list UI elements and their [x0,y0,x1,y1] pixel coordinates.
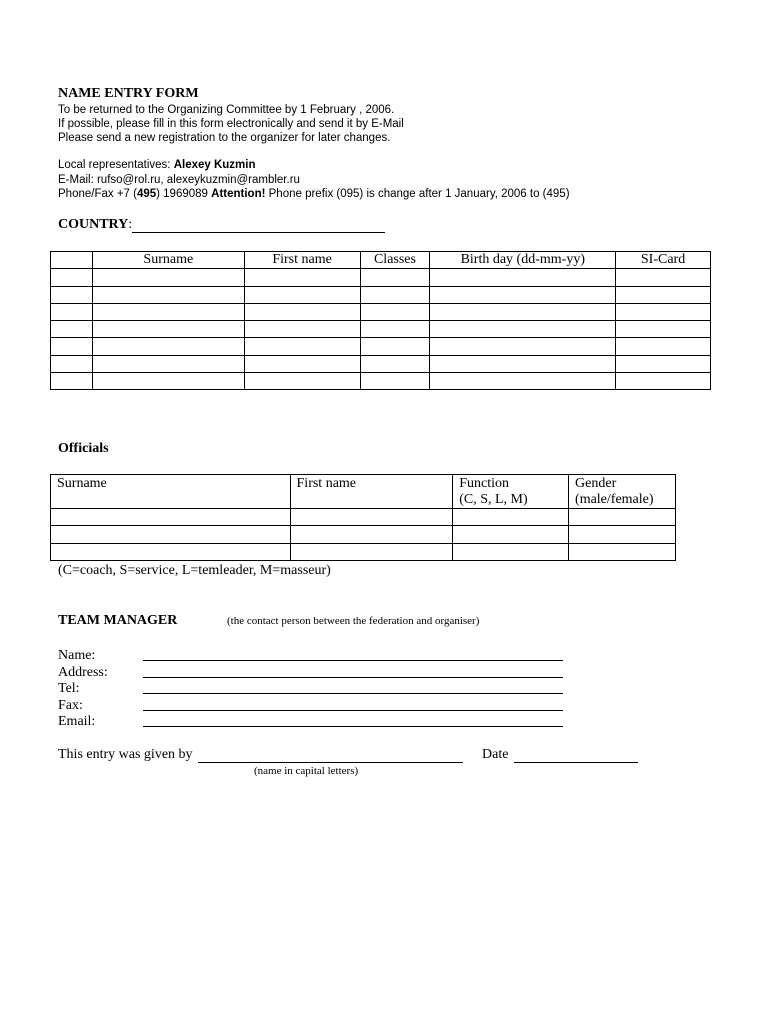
officials-table [50,474,676,561]
table-cell[interactable] [569,509,676,526]
date-label: Date [482,747,509,762]
table-cell[interactable] [92,269,244,286]
header-cell-surname: Surname [92,252,244,269]
officials-header-surname: Surname [51,475,291,509]
given-by-label: This entry was given by [58,747,193,762]
table-cell[interactable] [51,286,93,303]
function-legend: (C=coach, S=service, L=temleader, M=masseur) [58,563,331,578]
header-cell-birth-day: Birth day (dd-mm-yy) [430,252,616,269]
table-cell[interactable] [51,303,93,320]
table-cell[interactable] [290,543,453,560]
country-field [58,217,385,233]
table-cell[interactable] [430,269,616,286]
country-input-line[interactable] [132,218,385,233]
table-row [51,303,711,320]
table-cell[interactable] [430,321,616,338]
header-cell-classes: Classes [360,252,430,269]
table-cell[interactable] [51,373,93,390]
capital-letters-note: (name in capital letters) [254,765,359,777]
table-cell[interactable] [430,338,616,355]
entry-given-by [58,747,638,763]
table-cell[interactable] [244,355,360,372]
phone-line [58,187,570,202]
field-label-tel: Tel: [58,681,80,696]
function-codes: (C, S, L, M) [459,492,528,507]
intro-text [58,103,404,145]
table-row [51,543,676,560]
table-row [51,509,676,526]
table-cell[interactable] [453,543,569,560]
table-row [51,321,711,338]
table-cell[interactable] [616,321,711,338]
officials-header-row [51,475,676,509]
table-cell[interactable] [244,269,360,286]
table-cell[interactable] [616,286,711,303]
intro-line: If possible, please fill in this form electronically and send it by E-Mail [58,118,404,130]
representative-label: Local representatives: [58,159,174,171]
table-cell[interactable] [430,303,616,320]
table-cell[interactable] [360,286,430,303]
attention-label: Attention! [211,188,266,200]
table-cell[interactable] [244,286,360,303]
table-cell[interactable] [616,338,711,355]
table-cell[interactable] [616,269,711,286]
intro-line: To be returned to the Organizing Committee by 1 February , 2006. [58,104,395,116]
field-label-fax: Fax: [58,697,83,713]
table-cell[interactable] [360,355,430,372]
date-input-line[interactable] [514,748,638,763]
table-cell[interactable] [430,373,616,390]
table-cell[interactable] [244,303,360,320]
phone-code: 495 [136,188,157,200]
table-row [51,338,711,355]
address-input-line[interactable] [143,677,563,678]
table-cell[interactable] [569,526,676,543]
table-cell[interactable] [51,338,93,355]
function-label: Function [459,476,509,491]
table-cell[interactable] [616,303,711,320]
table-cell[interactable] [244,321,360,338]
table-cell[interactable] [92,373,244,390]
field-label-address: Address: [58,664,108,680]
field-label-name: Name: [58,648,96,663]
name-input-line[interactable] [143,660,563,661]
team-manager-note: (the contact person between the federation and organiser) [227,615,480,627]
gender-options: (male/female) [575,492,654,507]
table-cell[interactable] [616,373,711,390]
table-cell[interactable] [51,509,291,526]
table-cell[interactable] [616,355,711,372]
table-cell[interactable] [360,338,430,355]
officials-header-gender [569,475,676,509]
country-label: COUNTRY [58,217,129,232]
representative-name: Alexey Kuzmin [173,159,256,171]
table-cell[interactable] [92,286,244,303]
table-cell[interactable] [430,355,616,372]
table-cell[interactable] [51,526,291,543]
intro-line: Please send a new registration to the organizer for later changes. [58,132,391,144]
email-input-line[interactable] [143,726,563,727]
table-cell[interactable] [92,303,244,320]
table-row [51,355,711,372]
representative-line [58,158,570,173]
registration-table [50,251,711,390]
form-title: NAME ENTRY FORM [58,86,199,101]
table-cell[interactable] [430,286,616,303]
table-cell[interactable] [51,269,93,286]
table-cell[interactable] [244,373,360,390]
table-cell[interactable] [569,543,676,560]
table-cell[interactable] [51,355,93,372]
table-cell[interactable] [360,303,430,320]
table-cell[interactable] [92,355,244,372]
phone-number: ) 1969089 [156,188,212,200]
table-cell[interactable] [244,338,360,355]
table-cell[interactable] [290,509,453,526]
phone-prefix: Phone/Fax +7 ( [58,188,137,200]
header-cell-si-card: SI-Card [616,252,711,269]
table-cell[interactable] [92,321,244,338]
phone-note: Phone prefix (095) is change after 1 January, 2006 to (495) [265,188,570,200]
table-row [51,373,711,390]
table-cell[interactable] [92,338,244,355]
table-cell[interactable] [453,526,569,543]
fax-input-line[interactable] [143,710,563,711]
table-cell[interactable] [290,526,453,543]
table-cell[interactable] [360,269,430,286]
field-label-email: Email: [58,714,96,729]
table-cell[interactable] [51,321,93,338]
header-cell-first-name: First name [244,252,360,269]
officials-heading: Officials [58,441,109,456]
officials-header-first-name: First name [290,475,453,509]
table-cell[interactable] [360,373,430,390]
table-row [51,269,711,286]
gender-label: Gender [575,476,617,491]
table-cell[interactable] [453,509,569,526]
email-line: E-Mail: rufso@rol.ru, alexeykuzmin@rambler.ru [58,173,300,186]
contact-info [58,158,570,202]
given-by-input-line[interactable] [198,748,463,763]
table-row [51,526,676,543]
country-colon: : [128,217,133,232]
table-cell[interactable] [360,321,430,338]
header-cell-number [51,252,93,269]
tel-input-line[interactable] [143,693,563,694]
table-cell[interactable] [51,543,291,560]
officials-header-function [453,475,569,509]
table-row [51,286,711,303]
team-manager-heading: TEAM MANAGER [58,613,178,628]
registration-header-row [51,252,711,269]
